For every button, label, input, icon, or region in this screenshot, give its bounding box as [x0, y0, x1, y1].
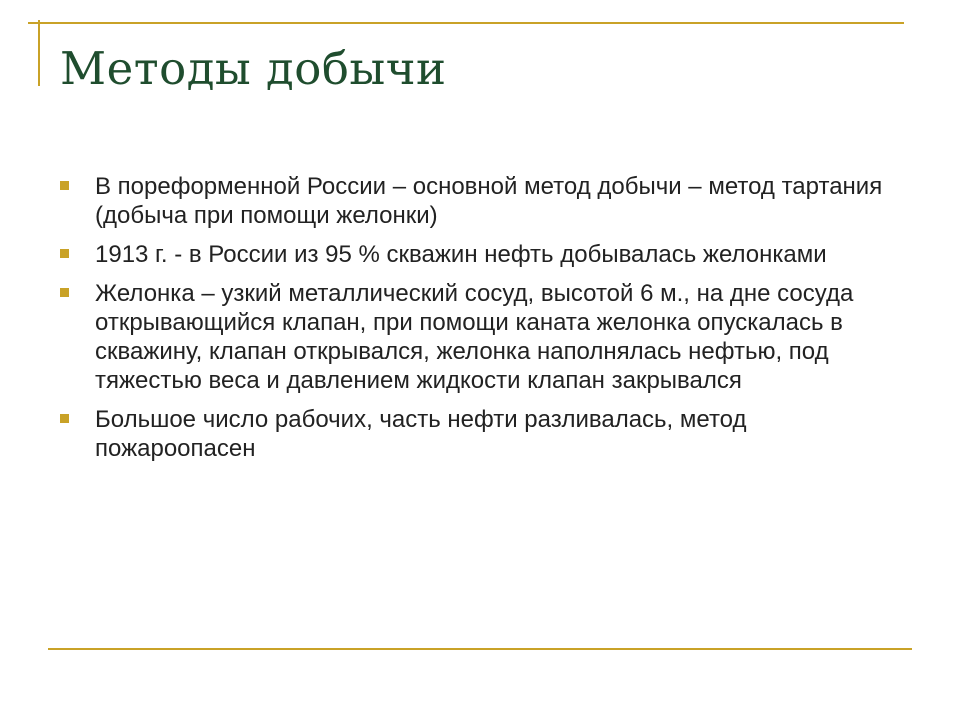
bullet-text: 1913 г. - в России из 95 % скважин нефть добывалась желонками [95, 241, 827, 268]
bullet-item [60, 405, 890, 463]
bottom-divider-line [48, 648, 912, 650]
left-accent-line [38, 20, 40, 86]
bullet-text: Большое число рабочих, часть нефти разливалась, метод пожароопасен [95, 406, 747, 462]
bullet-text: Желонка – узкий металлический сосуд, высотой 6 м., на дне сосуда открывающийся клапан, при помощи каната желонка опускалась в скважину, клапан открывался, желонка наполнялась нефтью, под тяжестью веса и давлением жидкости клапан закрывался [95, 280, 854, 394]
square-bullet-icon [60, 249, 69, 258]
slide-title: Методы добычи [60, 42, 447, 95]
bullet-item [60, 240, 890, 269]
bullet-list [60, 172, 890, 473]
bullet-text: В пореформенной России – основной метод добычи – метод тартания (добыча при помощи желонки) [95, 173, 883, 229]
square-bullet-icon [60, 181, 69, 190]
square-bullet-icon [60, 288, 69, 297]
bullet-item [60, 279, 890, 395]
bullet-item [60, 172, 890, 230]
square-bullet-icon [60, 414, 69, 423]
top-divider-line [28, 22, 904, 24]
